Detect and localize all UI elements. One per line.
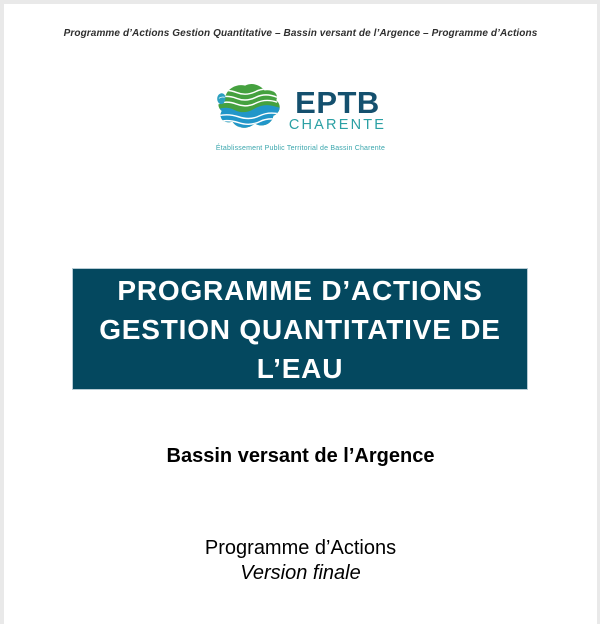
document-subtitle: Bassin versant de l’Argence bbox=[166, 445, 435, 467]
eptb-charente-logo bbox=[213, 80, 389, 152]
title-line-3: L’EAU bbox=[256, 352, 344, 384]
logo-wordmark bbox=[288, 84, 387, 133]
doc-type-label: Programme d’Actions bbox=[204, 537, 397, 559]
logo-tagline: Établissement Public Territorial de Bassin Charente bbox=[215, 145, 386, 152]
logo-name: CHARENTE bbox=[288, 116, 387, 133]
running-header: Programme d’Actions Gestion Quantitative – Bassin versant de l’Argence – Programme d’Actions bbox=[63, 28, 538, 39]
title-line-2: GESTION QUANTITATIVE DE bbox=[99, 313, 501, 345]
document-page bbox=[4, 4, 597, 624]
logo-acronym: EPTB bbox=[295, 84, 380, 120]
title-banner bbox=[72, 268, 528, 390]
version-block bbox=[4, 536, 597, 586]
version-label: Version finale bbox=[240, 562, 361, 584]
watershed-map-icon bbox=[215, 80, 285, 141]
title-line-1: PROGRAMME D’ACTIONS bbox=[117, 274, 483, 306]
